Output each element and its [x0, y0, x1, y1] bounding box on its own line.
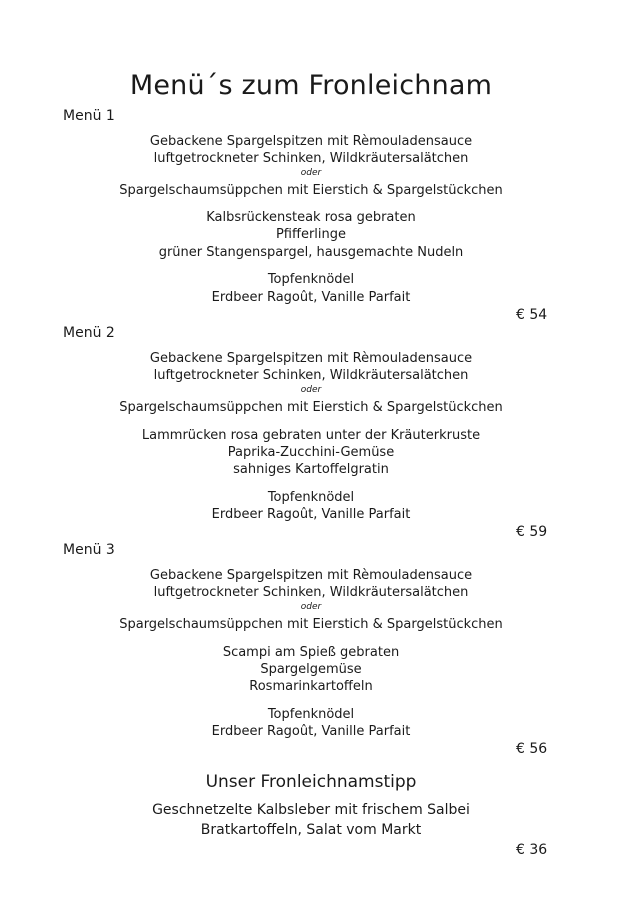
menu-1-label: Menü 1	[63, 108, 115, 124]
menu-2-price: € 59	[516, 524, 548, 540]
menu-3-starter-a-line-1: Gebackene Spargelspitzen mit Rèmouladensauce	[149, 568, 473, 583]
menu-1-dessert-line-1: Topfenknödel	[267, 272, 355, 287]
tipp-price: € 36	[516, 842, 548, 858]
menu-2-starter-a-line-1: Gebackene Spargelspitzen mit Rèmouladensauce	[149, 351, 473, 366]
menu-3-dessert-line-2: Erdbeer Ragoût, Vanille Parfait	[211, 724, 411, 739]
menu-2-starter-a-line-2: luftgetrockneter Schinken, Wildkräutersalätchen	[153, 368, 469, 383]
menu-3-starter-a-line-2: luftgetrockneter Schinken, Wildkräutersalätchen	[153, 585, 469, 600]
tipp-line-2: Bratkartoffeln, Salat vom Markt	[200, 822, 422, 838]
menu-3-main-line-3: Rosmarinkartoffeln	[249, 679, 373, 694]
menu-1-main-line-3: grüner Stangenspargel, hausgemachte Nudeln	[158, 245, 464, 260]
menu-2-oder: oder	[300, 385, 322, 395]
menu-3-main-line-2: Spargelgemüse	[260, 662, 362, 677]
menu-3-label: Menü 3	[63, 542, 115, 558]
menu-1-starter-a-line-1: Gebackene Spargelspitzen mit Rèmouladensauce	[149, 134, 473, 149]
menu-3-price: € 56	[516, 741, 548, 757]
menu-2-label: Menü 2	[63, 325, 115, 341]
menu-1-dessert-line-2: Erdbeer Ragoût, Vanille Parfait	[211, 290, 411, 305]
menu-2-main-line-3: sahniges Kartoffelgratin	[233, 462, 389, 477]
menu-2-main-line-1: Lammrücken rosa gebraten unter der Kräuterkruste	[141, 428, 481, 443]
menu-3-main-line-1: Scampi am Spieß gebraten	[222, 645, 400, 660]
menu-2-dessert-line-2: Erdbeer Ragoût, Vanille Parfait	[211, 507, 411, 522]
menu-1-main-line-2: Pfifferlinge	[275, 227, 347, 242]
menu-1-starter-b: Spargelschaumsüppchen mit Eierstich & Spargelstückchen	[119, 183, 503, 198]
menu-2-main-line-2: Paprika-Zucchini-Gemüse	[227, 445, 395, 460]
menu-1-starter-a-line-2: luftgetrockneter Schinken, Wildkräutersalätchen	[153, 151, 469, 166]
menu-3-dessert-line-1: Topfenknödel	[267, 707, 355, 722]
tipp-line-1: Geschnetzelte Kalbsleber mit frischem Salbei	[152, 802, 470, 818]
page-title: Menü´s zum Fronleichnam	[129, 70, 493, 101]
menu-2-starter-b: Spargelschaumsüppchen mit Eierstich & Spargelstückchen	[119, 400, 503, 415]
menu-3-starter-b: Spargelschaumsüppchen mit Eierstich & Spargelstückchen	[119, 617, 503, 632]
menu-2-dessert-line-1: Topfenknödel	[267, 490, 355, 505]
menu-1-oder: oder	[300, 168, 322, 178]
menu-1-main-line-1: Kalbsrückensteak rosa gebraten	[206, 210, 416, 225]
menu-1-price: € 54	[516, 307, 548, 323]
tipp-title: Unser Fronleichnamstipp	[205, 772, 417, 792]
menu-3-oder: oder	[300, 602, 322, 612]
